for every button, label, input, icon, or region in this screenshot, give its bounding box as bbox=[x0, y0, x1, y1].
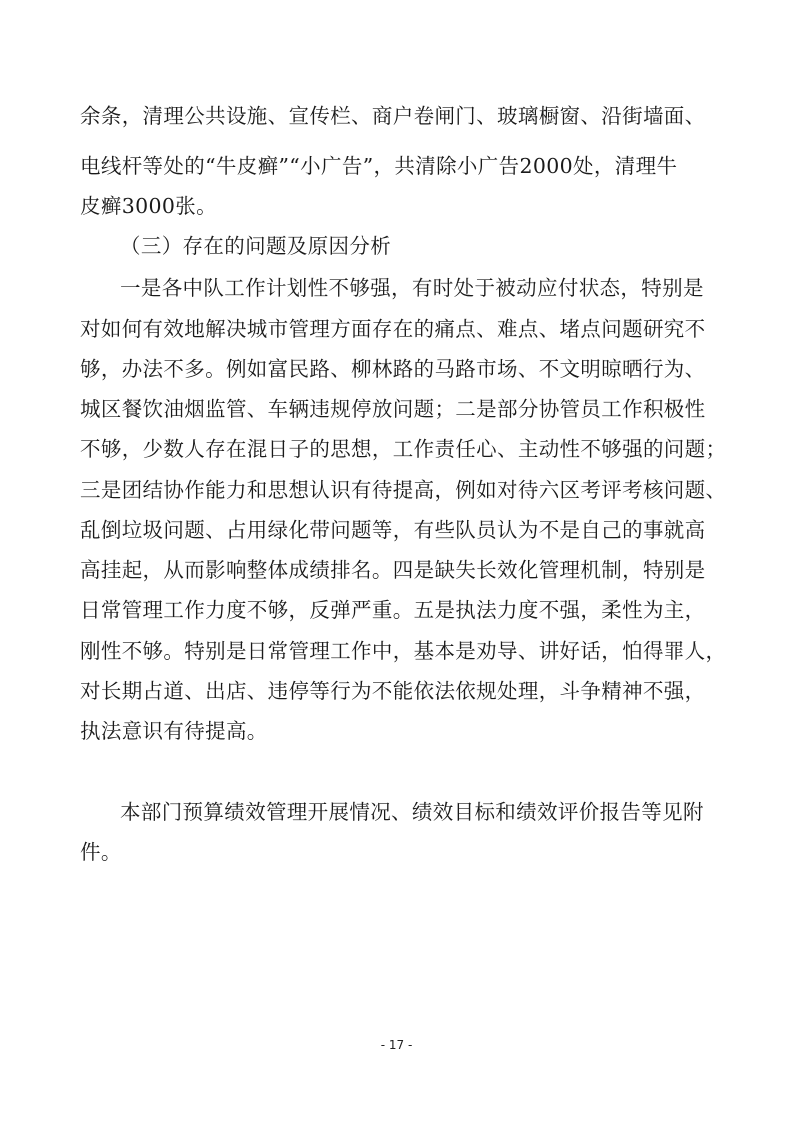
paragraph-1-line-1: 余条，清理公共设施、宣传栏、商户卷闸门、玻璃橱窗、沿街墙面、 bbox=[80, 104, 706, 128]
paragraph-2-line-6: 三是团结协作能力和思想认识有待提高，例如对待六区考评考核问题、 bbox=[80, 478, 727, 502]
paragraph-3-line-2: 件。 bbox=[80, 840, 122, 864]
paragraph-2-line-9: 日常管理工作力度不够，反弹严重。五是执法力度不强，柔性为主， bbox=[80, 598, 706, 622]
paragraph-2-line-5: 不够，少数人存在混日子的思想，工作责任心、主动性不够强的问题； bbox=[80, 437, 727, 461]
paragraph-2-line-7: 乱倒垃圾问题、占用绿化带问题等，有些队员认为不是自己的事就高 bbox=[80, 518, 706, 542]
paragraph-1-line-3: 皮癣3000张。 bbox=[80, 194, 217, 218]
paragraph-2-line-4: 城区餐饮油烟监管、车辆违规停放问题；二是部分协管员工作积极性 bbox=[80, 397, 706, 421]
paragraph-3-line-1: 本部门预算绩效管理开展情况、绩效目标和绩效评价报告等见附 bbox=[120, 800, 704, 824]
paragraph-2-line-2: 对如何有效地解决城市管理方面存在的痛点、难点、堵点问题研究不 bbox=[80, 317, 706, 341]
paragraph-2-line-8: 高挂起，从而影响整体成绩排名。四是缺失长效化管理机制，特别是 bbox=[80, 558, 706, 582]
section-heading: （三）存在的问题及原因分析 bbox=[120, 234, 392, 258]
page-number: - 17 - bbox=[380, 1038, 413, 1052]
paragraph-2-line-11: 对长期占道、出店、违停等行为不能依法依规处理，斗争精神不强， bbox=[80, 679, 706, 703]
paragraph-1-line-2: 电线杆等处的“牛皮癣”“小广告”，共清除小广告2000处，清理牛 bbox=[80, 154, 678, 178]
paragraph-2-line-12: 执法意识有待提高。 bbox=[80, 719, 268, 743]
paragraph-2-line-10: 刚性不够。特别是日常管理工作中，基本是劝导、讲好话，怕得罪人， bbox=[80, 639, 727, 663]
paragraph-2-line-3: 够，办法不多。例如富民路、柳林路的马路市场、不文明晾晒行为、 bbox=[80, 357, 706, 381]
paragraph-2-line-1: 一是各中队工作计划性不够强，有时处于被动应付状态，特别是 bbox=[120, 276, 704, 300]
